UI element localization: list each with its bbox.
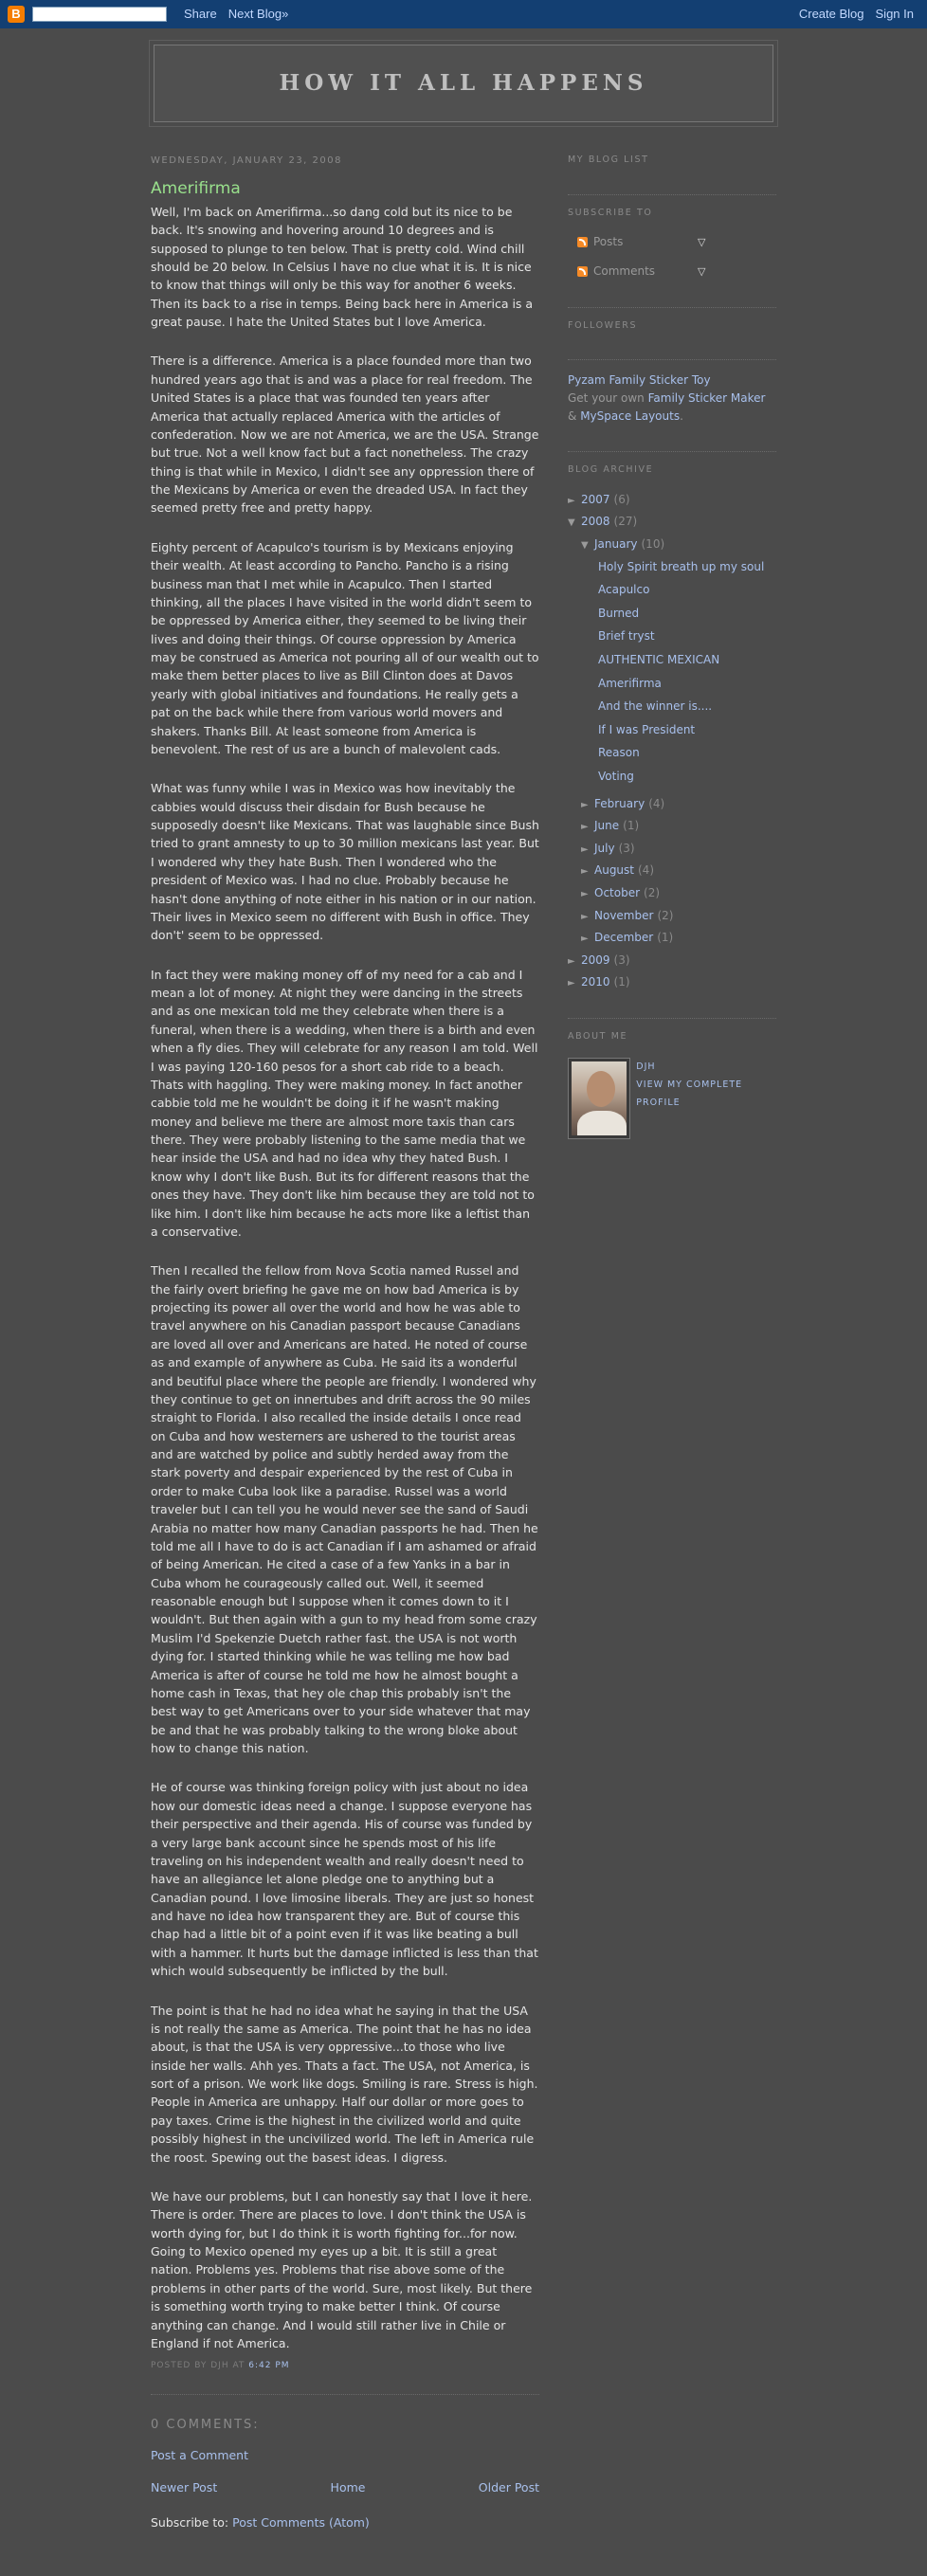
navbar-search-input[interactable] xyxy=(32,7,167,22)
get-your-own-text: Get your own xyxy=(568,390,645,405)
subscribe-comments-item[interactable] xyxy=(577,263,776,281)
archive-post-link[interactable]: Amerifirma xyxy=(598,676,662,690)
about-me-title: ABOUT ME xyxy=(568,1030,628,1042)
archive-months xyxy=(568,795,776,947)
expanded-toggle-icon[interactable]: ▼ xyxy=(568,517,575,529)
archive-month-link[interactable]: February xyxy=(594,796,645,810)
about-text xyxy=(636,1058,776,1139)
content-wrapper xyxy=(151,154,776,2532)
feed-icon xyxy=(577,266,588,277)
post-paragraph: There is a difference. America is a place founded more than two hundred years ago that is and was a place for real freedom. The United States is a place that was founded ten years after America that actually replaced America with the articles of confederation. Now we are not America, we are the USA. Strange but true. Not a well know fact but a fact nonetheless. The crazy thing is that while in Mexico, I didn't see any oppression there of the Mexicans by America or even the dreaded USA. In fact they seemed pretty free and pretty happy. xyxy=(151,354,539,516)
older-post-link[interactable]: Older Post xyxy=(478,2479,539,2494)
archive-post-link[interactable]: Brief tryst xyxy=(598,629,655,644)
collapsed-toggle-icon[interactable]: ► xyxy=(568,495,575,506)
archive-month-july xyxy=(581,840,776,858)
myspace-layouts-link[interactable]: MySpace Layouts xyxy=(580,408,681,423)
chevron-down-icon[interactable]: ▽ xyxy=(698,264,706,278)
profile-name-link[interactable]: DJH xyxy=(636,1061,656,1072)
post-paragraph: Well, I'm back on Amerifirma...so dang cold but its nice to be back. It's snowing and hovering around 10 degrees and is supposed to plunge to ten below. That is pretty cold. Wind chill should be 20 below. In Celsius I have no clue what it is. It is nice to know that things will only be this way for another 6 weeks. Then its back to a rise in temps. Being back here in America is a great pause. I hate the United States but I love America. xyxy=(151,204,534,330)
followers-title: FOLLOWERS xyxy=(568,319,638,331)
blog-header-inner xyxy=(154,45,773,122)
archive-month-link[interactable]: August xyxy=(594,863,634,878)
post-title: Amerifirma xyxy=(151,178,241,198)
collapsed-toggle-icon[interactable]: ► xyxy=(581,866,589,878)
date-header: WEDNESDAY, JANUARY 23, 2008 xyxy=(151,155,342,166)
archive-month-link[interactable]: January xyxy=(594,537,638,552)
archive-month-february xyxy=(581,795,776,813)
archive-post-link[interactable]: Voting xyxy=(598,769,634,783)
post-paragraph: Eighty percent of Acapulco's tourism is by Mexicans enjoying their wealth. At least according to Pancho. Pancho is a rising business man that I met while in Acapulco. Then I started thinking, all the places I have visited in the world didn't seem to be oppressed by America either, they seemed to be living their lives and doing their things. Of course oppression by America may be construed as America not pouring all of our wealth out to make them better places to live as Bill Clinton does at Davos yearly with global initiatives and foundations. He really gets a pat on the back while there from various world movers and shakers. Thanks Bill. At least someone from America is benevolent. The rest of us are a bunch of malevolent cads. xyxy=(151,539,539,756)
chevron-down-icon[interactable]: ▽ xyxy=(698,236,706,249)
archive-post-link[interactable]: Acapulco xyxy=(598,583,650,597)
collapsed-toggle-icon[interactable]: ► xyxy=(581,888,589,899)
subscribe-comments-label: Comments xyxy=(593,264,656,279)
subscribe-label: Subscribe to: xyxy=(151,2515,229,2531)
archive-post-item xyxy=(598,721,776,739)
archive-month-august xyxy=(581,862,776,880)
post-footer xyxy=(151,2360,539,2395)
collapsed-toggle-icon[interactable]: ► xyxy=(581,911,589,922)
main-column xyxy=(151,154,539,2532)
family-sticker-maker-link[interactable]: Family Sticker Maker xyxy=(647,390,766,405)
create-blog-link[interactable]: Create Blog xyxy=(798,6,864,21)
archive-count: (3) xyxy=(618,841,635,855)
post-timestamp-link[interactable]: 6:42 PM xyxy=(248,2361,290,2371)
archive-month-link[interactable]: October xyxy=(594,885,641,899)
newer-post-link[interactable]: Newer Post xyxy=(151,2479,218,2494)
archive-post-item xyxy=(598,581,776,599)
archive-post-link[interactable]: AUTHENTIC MEXICAN xyxy=(598,653,720,666)
archive-post-item xyxy=(598,744,776,762)
archive-count: (4) xyxy=(648,796,665,810)
post-comments-atom-link[interactable]: Post Comments (Atom) xyxy=(232,2515,370,2531)
profile-photo xyxy=(572,1061,627,1135)
archive-year-link[interactable]: 2009 xyxy=(581,952,610,967)
archive-month-november xyxy=(581,907,776,925)
collapsed-toggle-icon[interactable]: ► xyxy=(581,822,589,833)
archive-year-link[interactable]: 2007 xyxy=(581,492,610,506)
feed-icon xyxy=(577,237,588,247)
sidebar xyxy=(568,154,776,2532)
subscribe-comments-line xyxy=(151,2513,539,2531)
archive-post-item xyxy=(598,768,776,786)
period-text: . xyxy=(680,408,683,423)
post-paragraph: He of course was thinking foreign policy with just about no idea how our domestic ideas need a change. I suppose everyone has their perspective and their agenda. His of course was funded by a very large bank account since he spends most of his life traveling on his independent wealth and really doesn't need to have an allegiance let alone pledge one to anything but a Canadian pound. I love limosine liberals. They are just so honest and have no idea how transparent they are. But of course this chap had a little bit of a point even if it was like beating a bull with a hammer. It hurts but the damage inflicted is less than that which would subsequently be inflicted by the bull. xyxy=(151,1780,538,1979)
archive-count: (2) xyxy=(644,885,661,899)
blogger-navbar xyxy=(0,0,927,28)
archive-post-link[interactable]: Burned xyxy=(598,606,640,620)
archive-month-link[interactable]: December xyxy=(594,931,654,945)
archive-year-2008 xyxy=(568,513,776,531)
archive-year-link[interactable]: 2008 xyxy=(581,515,610,529)
collapsed-toggle-icon[interactable]: ► xyxy=(568,978,575,989)
archive-post-link[interactable]: Reason xyxy=(598,746,640,760)
my-blog-list-widget xyxy=(568,154,776,168)
archive-post-item xyxy=(598,651,776,669)
sign-in-link[interactable]: Sign In xyxy=(875,6,914,21)
home-link[interactable]: Home xyxy=(330,2479,366,2494)
archive-month-link[interactable]: June xyxy=(594,819,620,833)
archive-post-link[interactable]: Holy Spirit breath up my soul xyxy=(598,559,765,573)
archive-count: (27) xyxy=(613,515,638,529)
posted-by-label: POSTED BY DJH AT xyxy=(151,2361,245,2371)
family-sticker-widget xyxy=(568,359,776,425)
blog-title[interactable]: HOW IT ALL HAPPENS xyxy=(279,70,648,97)
view-profile-link[interactable]: VIEW MY COMPLETE PROFILE xyxy=(636,1079,743,1108)
post-body xyxy=(151,203,539,2353)
archive-post-item xyxy=(598,698,776,716)
archive-year-2007 xyxy=(568,491,776,509)
comments-header: 0 COMMENTS: xyxy=(151,2418,260,2433)
next-blog-link[interactable]: Next Blog» xyxy=(227,6,289,21)
avatar[interactable] xyxy=(568,1058,630,1139)
post-a-comment-link[interactable]: Post a Comment xyxy=(151,2448,249,2463)
subscribe-posts-item[interactable] xyxy=(577,233,776,251)
archive-count: (4) xyxy=(638,863,654,878)
archive-count: (1) xyxy=(613,975,630,989)
archive-month-link[interactable]: November xyxy=(594,908,654,922)
blog-pager xyxy=(151,2478,539,2496)
followers-widget xyxy=(568,307,776,334)
archive-post-item xyxy=(598,605,776,623)
collapsed-toggle-icon[interactable]: ► xyxy=(581,799,589,810)
archive-post-link[interactable]: If I was President xyxy=(598,722,696,736)
subscribe-widget xyxy=(568,194,776,281)
archive-year-link[interactable]: 2010 xyxy=(581,975,610,989)
expanded-toggle-icon[interactable]: ▼ xyxy=(581,540,589,552)
post-paragraph: Then I recalled the fellow from Nova Scotia named Russel and the fairly overt briefing he gave me on how bad America is by projecting its power all over the world and how he was able to travel anywhere on his Canadian passport because Canadians are loved all over and Americans are hated. He noted of course as and example of anywhere as Cuba. He said its a wonderful and beutiful place where the people are friendly. I wondered why they continue to get on innertubes and drift across the 90 miles straight to Florida. I also recalled the inside details I once read on Cuba and how westerners are ushered to the tourist areas and are watched by police and subtly herded away from the stark poverty and despair experienced by the rest of Cuba in order to make Cuba look like a paradise. Russel was a world traveler but I can tell you he would never see the sand of Saudi Arabia no matter how many Canadian passports he had. Then he told me all I have to do is act Canadian if I am ashamed or afraid of being American. He cited a case of a few Yanks in a bar in Cuba whom he courageously called out. Well, it seemed reasonable enough but I suppose when it comes down to it I wouldn't. But then again with a gun to my head from some crazy Muslim I'd Spekenzie Duetch rather fast. the USA is not worth dying for. I started thinking while he was telling me how bad America is after of course he told me how he almost bought a home cash in Texas, that hey ole chap this probably isn't the best way to get Americans over to your side whatever that may be and that he was probably talking to the wrong bloke about how to change this nation. xyxy=(151,1263,538,1756)
archive-post-link[interactable]: And the winner is.... xyxy=(598,699,713,714)
archive-post-item xyxy=(598,558,776,576)
archive-year-2010 xyxy=(568,973,776,991)
blog-header xyxy=(149,40,778,127)
archive-month-december xyxy=(581,929,776,947)
subscribe-title: SUBSCRIBE TO xyxy=(568,207,653,218)
archive-count: (10) xyxy=(641,537,665,552)
archive-count: (1) xyxy=(657,931,674,945)
archive-year-2009 xyxy=(568,952,776,970)
collapsed-toggle-icon[interactable]: ► xyxy=(581,844,589,855)
archive-post-item xyxy=(598,627,776,645)
collapsed-toggle-icon[interactable]: ► xyxy=(568,955,575,967)
archive-posts-list xyxy=(598,558,776,786)
share-link[interactable]: Share xyxy=(184,6,217,21)
pyzam-family-sticker-link[interactable]: Pyzam Family Sticker Toy xyxy=(568,373,711,388)
collapsed-toggle-icon[interactable]: ► xyxy=(581,934,589,945)
ampersand-text: & xyxy=(568,408,577,423)
archive-month-october xyxy=(581,884,776,902)
about-me-widget xyxy=(568,1018,776,1139)
bottom-spacer xyxy=(0,2532,927,2555)
archive-month-june xyxy=(581,817,776,835)
archive-count: (2) xyxy=(657,908,674,922)
subscribe-posts-label: Posts xyxy=(593,235,624,249)
archive-count: (1) xyxy=(623,819,640,833)
post-paragraph: The point is that he had no idea what he saying in that the USA is not really the same as America. The point that he has no idea about, is that the USA is very oppressive...to those who live inside her walls. Ahh yes. Thats a fact. The USA, not America, is sort of a prison. We work like dogs. Smiling is rare. Stress is high. People in America are unhappy. Half our dollar or more goes to pay taxes. Crime is the highest in the civilized world and quite possibly highest in the uncivilized world. The left in America rule the roost. Spewing out the basest ideas. I digress. xyxy=(151,2003,538,2165)
about-me-body xyxy=(568,1058,776,1139)
post-paragraph: What was funny while I was in Mexico was how inevitably the cabbies would discuss their disdain for Bush because he supposedly doesn't like Mexicans. That was laughable since Bush tried to grant amnesty to up to 30 million mexicans last year. But I wondered why they hate Bush. Then I wondered who the president of Mexico was. I had no clue. Probably because he hasn't done anything of note either in his nation or in our nation. Their lives in Mexico seem no different with Bush in office. They don't' seem to be oppressed. xyxy=(151,781,539,943)
archive-month-link[interactable]: July xyxy=(594,841,615,855)
post-paragraph: We have our problems, but I can honestly say that I love it here. There is order. There are places to love. I don't think the USA is worth dying for, but I do think it is worth fighting for...for now. Going to Mexico opened my eyes up a bit. It is still a great nation. Problems yes. Problems that rise above some of the problems in other parts of the world. Sure, most likely. But there is something worth trying to make better I think. Of course anything can change. And I would still rather live in Chile or England if not America. xyxy=(151,2188,533,2350)
my-blog-list-title: MY BLOG LIST xyxy=(568,154,649,165)
blogger-logo-icon[interactable]: B xyxy=(8,6,25,23)
archive-count: (6) xyxy=(613,492,630,506)
archive-count: (3) xyxy=(613,952,630,967)
blog-archive-title: BLOG ARCHIVE xyxy=(568,464,654,476)
post-paragraph: In fact they were making money off of my need for a cab and I mean a lot of money. At night they were dancing in the streets and as one mexican told me they celebrate when there is a funeral, when there is a wedding, when there is a birth and even when a fly dies. They will celebrate for any reason I am told. Well I was paying 120-160 pesos for a short cab ride to a beach. Thats with haggling. They were making money. In fact another cabbie told me he wouldn't be doing it if he wasn't making money and believe me there are almost more taxis than cars there. They were probably listening to the same media that we hear inside the USA and had no idea why they hated Bush. I know why I don't like Bush. But its for different reasons that the ones they have. They don't like him because they are told not to like him. I don't like him because he acts more like a leftist than a conservative. xyxy=(151,967,538,1239)
blog-archive-widget xyxy=(568,451,776,991)
archive-post-item xyxy=(598,675,776,693)
archive-month-january xyxy=(581,535,776,553)
